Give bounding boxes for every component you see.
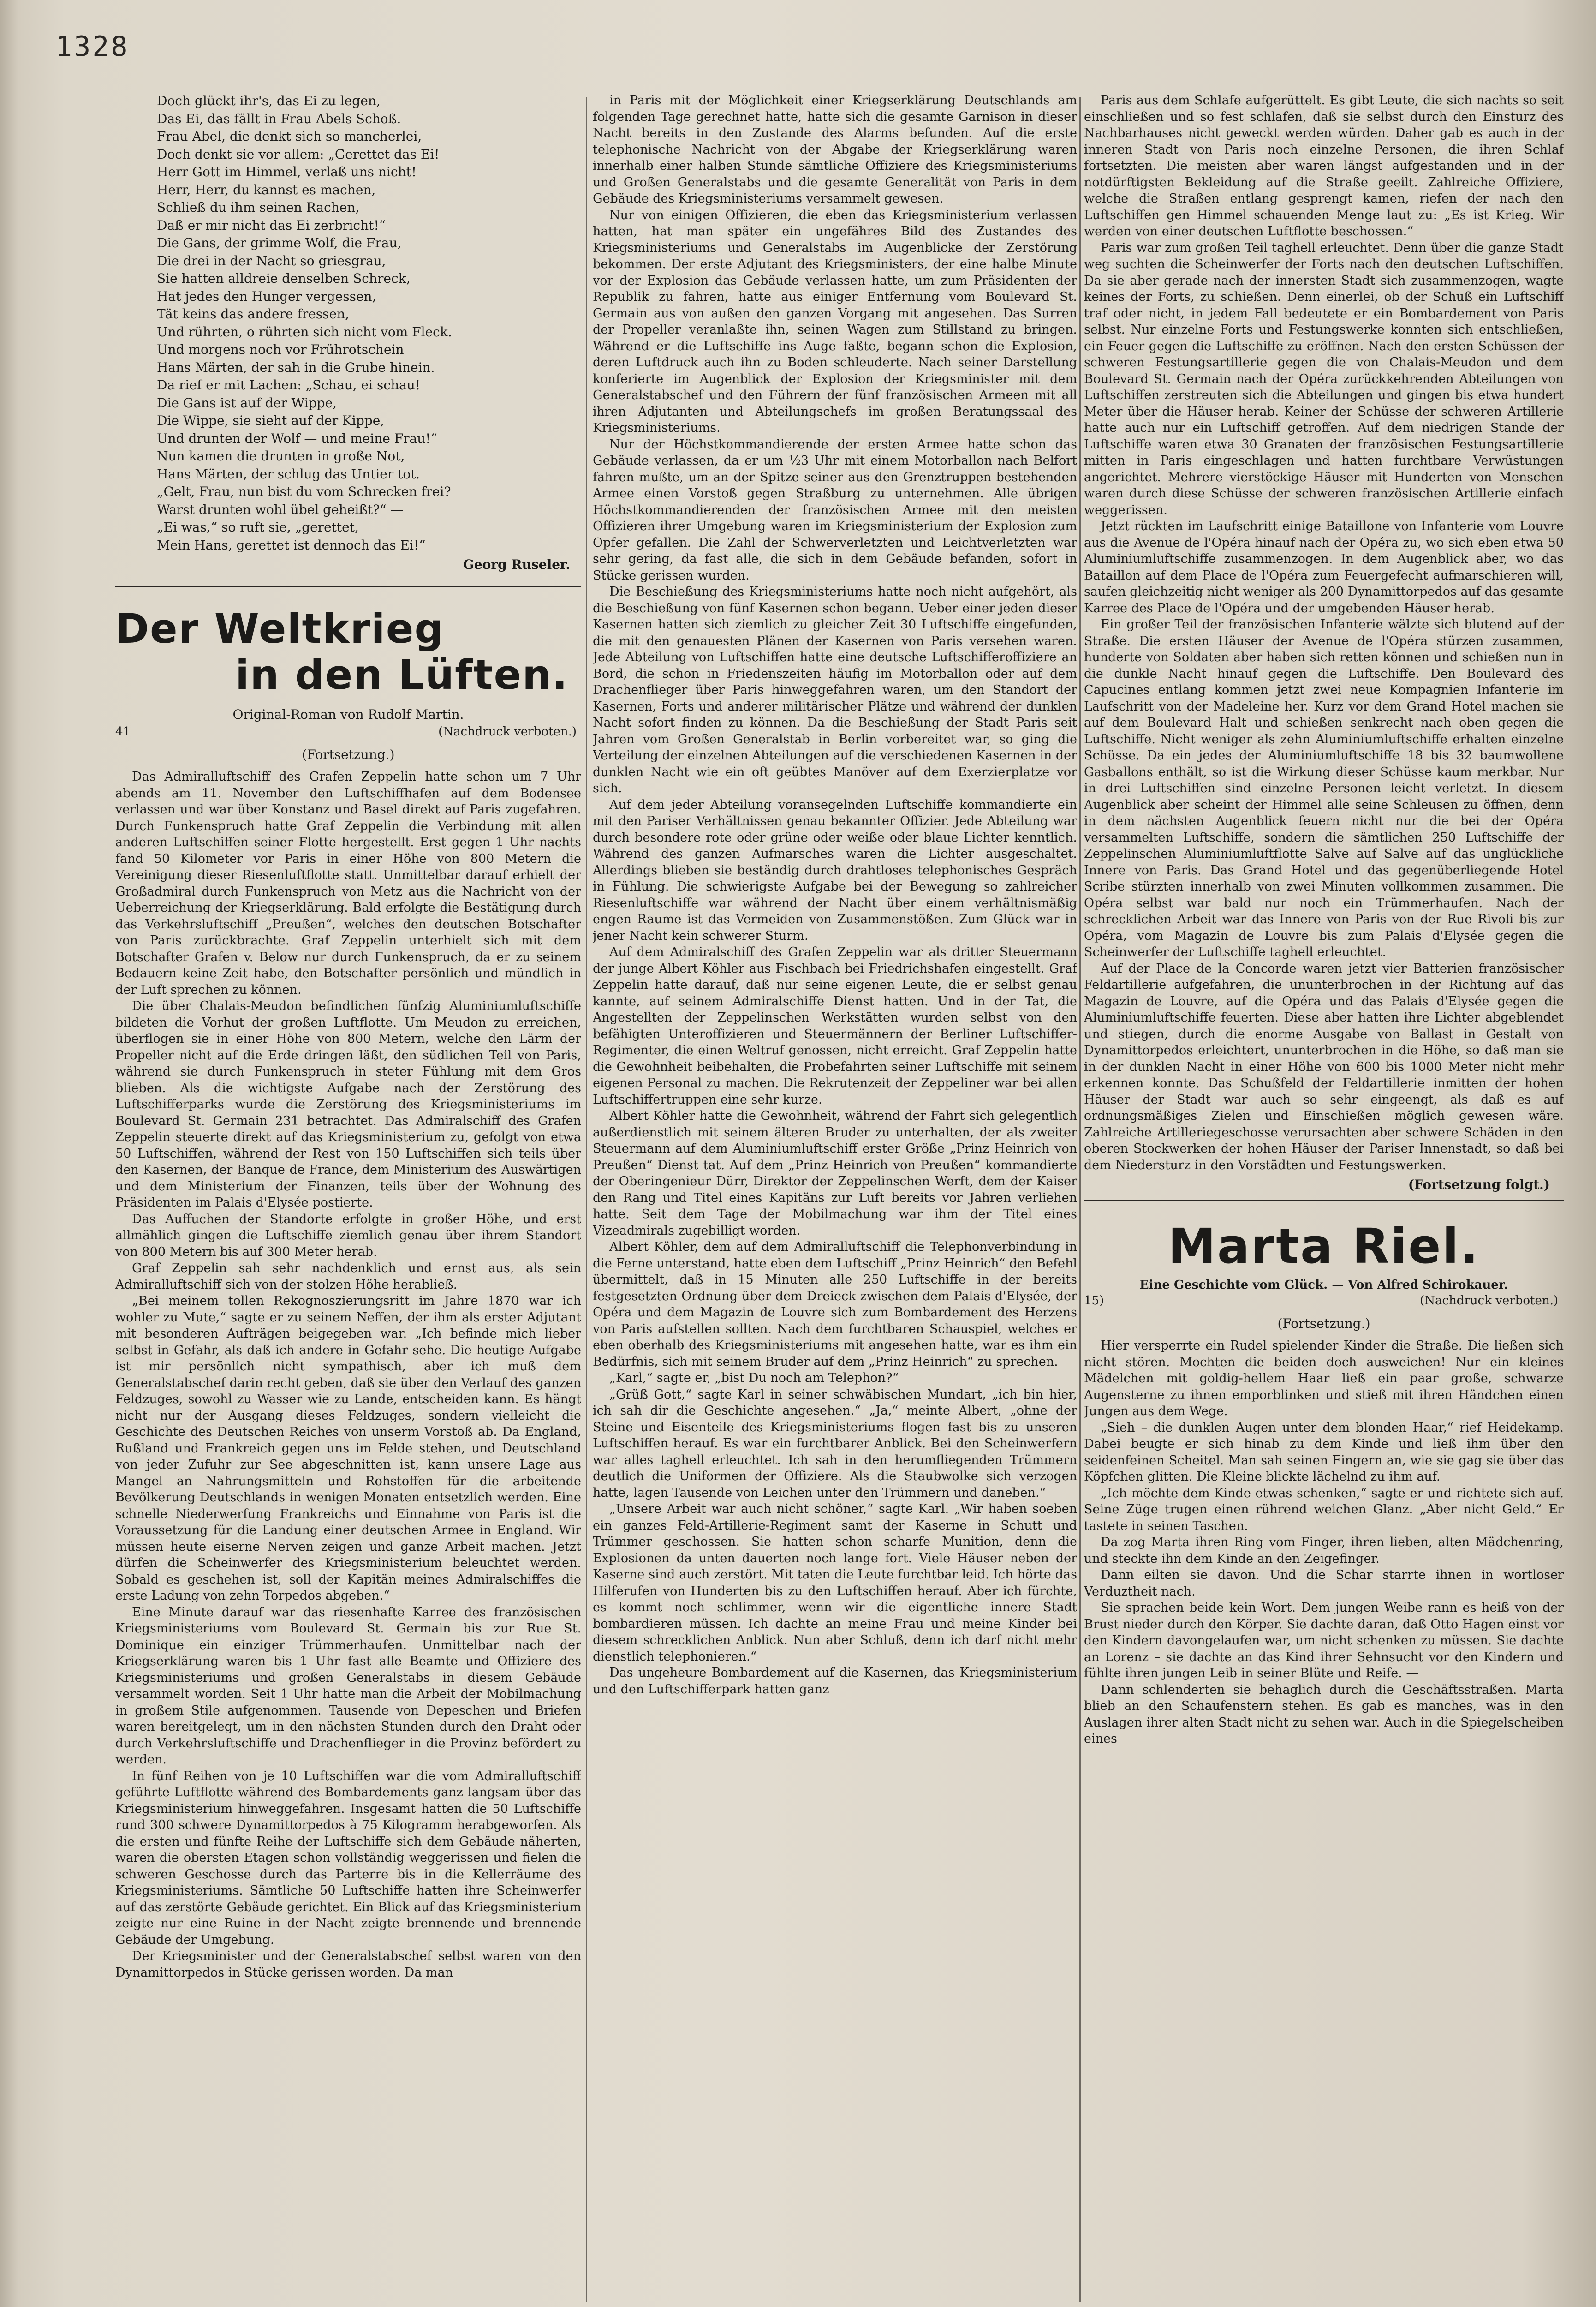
paragraph: Das Admiralluftschiff des Grafen Zeppelin hatte schon um 7 Uhr abends am 11. November den Luftschiffhafen auf dem Bodensee verlassen und war über Konstanz und Basel direkt auf Paris zugefahren. Durch Funkenspruch hatte Graf Zeppelin die Verbindung mit allen anderen Luftschiffen seiner Flotte hergestellt. Erst gegen 1 Uhr nachts fand 50 Kilometer vor Paris in einer Höhe von 800 Metern die Vereinigung dieser Riesenluftflotte statt. Unmittelbar darauf erhielt der Großadmiral durch Funkenspruch von Metz aus die Nachricht von der Ueberreichung der Kriegserklärung. Bald erfolgte die Bestätigung durch das Verkehrsluftschiff „Preußen“, welches den deutschen Botschafter von Paris zurückbrachte. Graf Zeppelin unterhielt sich mit dem Botschafter Grafen v. Below nur durch Funkenspruch, da er zu seinem Bedauern keine Zeit habe, den Botschafter persönlich und mündlich in der Luft sprechen zu können. <box>115 770 581 997</box>
paragraph: in Paris mit der Möglichkeit einer Kriegserklärung Deutschlands am folgenden Tage gerechnet hatte, hatte sich die gesamte Garnison in dieser Nacht bereits in den Zustande des Alarms befunden. Auf die erste telephonische Nachricht von der Abgabe der Kriegserklärung waren innerhalb einer halben Stunde sämtliche Offiziere des Kriegsministeriums und Großen Generalstabs und die gesamte Generalität von Paris in dem Gebäude des Kriegsministeriums versammelt gewesen. <box>593 93 1077 206</box>
paragraph: Jetzt rückten im Laufschritt einige Bataillone von Infanterie vom Louvre aus die Avenue de l'Opéra hinauf nach der Opéra zu, wo sich eben etwa 50 Aluminiumluftschiffe zusammenzogen. In dem Augenblick aber, wo das Bataillon auf dem Place de l'Opéra zum Feuergefecht aufmarschieren will, saufen gleichzeitig nicht weniger als 200 Dynamittorpedos auf das gesamte Karree des Place de l'Opéra und der umgebenden Häuser herab. <box>1084 519 1564 616</box>
paragraph: Die über Chalais-Meudon befindlichen fünfzig Aluminiumluftschiffe bildeten die Vorhut der großen Luftflotte. Um Meudon zu erreichen, überflogen sie in einer Höhe von 800 Metern, welche den Lärm der Propeller nicht auf die Erde dringen läßt, den südlichen Teil von Paris, während sie durch Funkenspruch in steter Fühlung mit dem Gros blieben. Als die wichtigste Aufgabe nach der Zerstörung des Luftschifferparks wurde die Zerstörung des Kriegsministeriums im Boulevard St. Germain 231 betrachtet. Das Admiralschiff des Grafen Zeppelin steuerte direkt auf das Kriegsministerium zu, gefolgt von etwa 50 Luftschiffen, während der Rest von 150 Luftschiffen sich teils über den Kasernen, der Banque de France, dem Ministerium des Auswärtigen und dem Ministerium der Finanzen, teils über der Wohnung des Präsidenten im Palais d'Elysée postierte. <box>115 999 581 1210</box>
paragraph: „Sieh – die dunklen Augen unter dem blonden Haar,“ rief Heidekamp. Dabei beugte er sich hinab zu dem Kinde und ließ ihm über den seidenfeinen Scheitel. Man sah seinen Fingern an, wie sie gag sie über das Köpfchen glitten. Die Kleine blickte lächelnd zu ihm auf. <box>1084 1420 1564 1484</box>
paragraph: „Bei meinem tollen Rekognoszierungsritt im Jahre 1870 war ich wohler zu Mute,“ sagte er zu seinem Neffen, der ihm als erster Adjutant mit besonderen Aufträgen beigegeben war. „Ich befinde mich lieber selbst in Gefahr, als daß ich andere in Gefahr sehe. Die heutige Aufgabe ist mir persönlich nicht sympathisch, aber ich muß dem Generalstabschef darin recht geben, daß sie über den Verlauf des ganzen Feldzuges, sowohl zu Wasser wie zu Lande, entscheiden kann. Es hängt nicht nur der Ausgang dieses Feldzuges, sondern vielleicht die Geschichte des Deutschen Reiches von unserm Vorstoß ab. Da England, Rußland und Frankreich gegen uns im Felde stehen, und Deutschland von jeder Zufuhr zur See abgeschnitten ist, kann unsere Lage aus Mangel an Nahrungsmitteln und Rohstoffen für die arbeitende Bevölkerung Deutschlands in wenigen Monaten entsetzlich werden. Eine schnelle Niederwerfung Frankreichs und Einnahme von Paris ist die Voraussetzung für die Landung einer deutschen Armee in England. Wir müssen heute eiserne Nerven zeigen und ganze Arbeit machen. Jetzt dürfen die Scheinwerfer des Kriegsministerium beleuchtet werden. Sobald es geschehen ist, soll der Kapitän meines Admiralschiffes die erste Ladung von zehn Torpedos abgeben.“ <box>115 1294 581 1603</box>
paragraph: Ein großer Teil der französischen Infanterie wälzte sich blutend auf der Straße. Die ersten Häuser der Avenue de l'Opéra stürzen zusammen, hunderte von Soldaten aber haben sich retten können und schießen nun in die dunkle Nacht hinauf gegen die Luftschiffe. Den Boulevard des Capucines entlang kommen jetzt zwei neue Kompagnien Infanterie im Laufschritt von der Madeleine her. Kurz vor dem Grand Hotel machen sie auf dem Boulevard Halt und schießen senkrecht nach oben gegen die Luftschiffe. Nicht weniger als zehn Aluminiumluftschiffe erhalten einzelne Schüsse. Da ein jedes der Aluminiumluftschiffe 18 bis 32 baumwollene Gasballons enthält, so ist die Wirkung dieser Schüsse kaum merkbar. Nur in drei Luftschiffen sind einzelne Personen leicht verletzt. In diesem Augenblick aber scheint der Himmel alle seine Schleusen zu öffnen, denn in dem nächsten Augenblick feuern nicht nur die bei der Opéra versammelten Luftschiffe, sondern die sämtlichen 250 Luftschiffe der Zeppelinschen Aluminiumluftflotte Salve auf Salve auf das unglückliche Innere von Paris. Das Grand Hotel und das gegenüberliegende Hotel Scribe stürzten innerhalb von zwei Minuten vollkommen zusammen. Die Opéra selbst war bald nur noch ein Trümmerhaufen. Nach der schrecklichen Arbeit war das Innere von Paris von der Rue Rivoli bis zur Opéra, vom Magazin de Louvre bis zum Palais d'Elysée gegen die Scheinwerfer der Luftschiffe taghell erleuchtet. <box>1084 617 1564 959</box>
paragraph: Graf Zeppelin sah sehr nachdenklich und ernst aus, als sein Admiralluftschiff sich von der stolzen Höhe herabließ. <box>115 1261 581 1292</box>
paragraph: Paris aus dem Schlafe aufgerüttelt. Es gibt Leute, die sich nachts so seit einschließen und so fest schlafen, daß sie selbst durch den Einsturz des Nachbarhauses nicht geweckt werden würden. Daher gab es auch in der inneren Stadt von Paris noch einzelne Personen, die ihren Schlaf fortsetzten. Die meisten aber waren längst aufgestanden und in der notdürftigsten Bekleidung auf die Straße geeilt. Zahlreiche Offiziere, welche die Straßen entlang gesprengt kamen, riefen der nach den Luftschiffen gen Himmel schauenden Menge laut zu: „Es ist Krieg. Wir werden von einer deutschen Luftflotte beschossen.“ <box>1084 93 1564 239</box>
novel-continuation: (Fortsetzung.) <box>302 747 395 762</box>
paragraph: Hier versperrte ein Rudel spielender Kinder die Straße. Die ließen sich nicht stören. Mochten die beiden doch ausweichen! Nur ein kleines Mädelchen mit goldig-hellem Haar ließ ein paar große, schwarze Augensterne zu ihnen emporblinken und stieß mit ihren Händchen einen Jungen aus dem Wege. <box>1084 1339 1564 1418</box>
poem-author: Georg Ruseler. <box>463 557 570 572</box>
story-title: Marta Riel. <box>1168 1218 1480 1274</box>
novel-text-column-2 <box>593 92 1077 1697</box>
novel-installment: 41 <box>115 725 131 739</box>
paragraph: „Ich möchte dem Kinde etwas schenken,“ sagte er und richtete sich auf. Seine Züge trugen einen rührend weichen Glanz. „Aber nicht Geld.“ Er tastete in seinen Taschen. <box>1084 1486 1564 1533</box>
novel-title-line-1: Der Weltkrieg <box>115 605 445 652</box>
paragraph: Auf der Place de la Concorde waren jetzt vier Batterien französischer Feldartillerie aufgefahren, die ununterbrochen in der Richtung auf das Magazin de Louvre, auf die Opéra und das Palais d'Elysée gegen die Aluminiumluftschiffe feuerten. Diese aber hatten ihre Lichter abgeblendet und stiegen, durch die enorme Ausgabe von Ballast in Gestalt von Dynamittorpedos erleichtert, ununterbrochen in die Höhe, so daß man sie in der dunklen Nacht in einer Höhe von 600 bis 1000 Meter nicht mehr erkennen konnte. Das Schußfeld der Feldartillerie inmitten der hohen Häuser der Stadt war auch so sehr eingeengt, als daß es auf ordnungsmäßiges Zielen und Einschießen möglich gewesen wäre. Zahlreiche Artilleriegeschosse verursachten aber schwere Schäden in den oberen Stockwerken der hohen Häuser der Pariser Innenstadt, so daß bei dem Niedersturz in den Vorstädten und Festungswerken. <box>1084 961 1564 1172</box>
paragraph: Nur der Höchstkommandierende der ersten Armee hatte schon das Gebäude verlassen, da er um ½3 Uhr mit einem Motorballon nach Belfort fahren mußte, um an der Spitze seiner aus den Grenztruppen bestehenden Armee einen Vorstoß gegen Straßburg zu unternehmen. Alle übrigen Höchstkommandierenden der französischen Armee mit den meisten Offizieren ihrer Umgebung waren im Kriegsministerium der Explosion zum Opfer gefallen. Die Zahl der Schwerverletzten und Leichtverletzten war sehr gering, da fast alle, die sich in dem Gebäude befanden, sofort in Stücke gerissen wurden. <box>593 437 1077 583</box>
section-divider <box>1084 1200 1564 1201</box>
column-2 <box>593 92 1077 2307</box>
novel-to-be-continued: (Fortsetzung folgt.) <box>1408 1177 1550 1192</box>
paragraph: „Grüß Gott,“ sagte Karl in seiner schwäbischen Mundart, „ich bin hier, ich sah dir die Geschichte angesehen.“ „Ja,“ meinte Albert, „ohne der Steine und Eisenteile des Kriegsministeriums flogen fast bis zu unseren Luftschiffen herauf. Es war ein furchtbarer Anblick. Bei den Scheinwerfern war alles taghell erleuchtet. Ich sah in den herumfliegenden Trümmern deutlich die Uniformen der Offiziere. Als die Staubwolke sich verzogen hatte, lagen Tausende von Leichen unter den Trümmern und daneben.“ <box>593 1387 1077 1500</box>
paragraph: Sie sprachen beide kein Wort. Dem jungen Weibe rann es heiß von der Brust nieder durch den Körper. Sie dachte daran, daß Otto Hagen einst vor den Kindern davongelaufen war, um nicht schenken zu müssen. Sie dachte an Lorenz – sie dachte an das Kind ihrer Sehnsucht vor den Kindern und fühlte ihren jungen Leib in seiner Blüte und Reife. — <box>1084 1601 1564 1680</box>
story-continuation: (Fortsetzung.) <box>1277 1316 1370 1331</box>
paragraph: Auf dem Admiralschiff des Grafen Zeppelin war als dritter Steuermann der junge Albert Köhler aus Fischbach bei Friedrichshafen eingestellt. Graf Zeppelin hatte darauf, daß nur seine eigenen Leute, die er selbst genau kannte, auf seinem Admiralschiffe Dienst hatten. Und in der Tat, die Angestellten der Zeppelinschen Werkstätten wurden selbst von den befähigten Unteroffizieren und Steuermännern der Berliner Luftschiffer-Regimenter, die einen Weltruf genossen, nicht erreicht. Graf Zeppelin hatte die Gewohnheit beibehalten, die Probefahrten seiner Luftschiffe mit seinem eigenen Personal zu machen. Die Rekrutenzeit der Zeppeliner war bei allen Luftschiffertruppen eine sehr kurze. <box>593 945 1077 1107</box>
novel-text-column-1 <box>115 769 581 1981</box>
paragraph: Paris war zum großen Teil taghell erleuchtet. Denn über die ganze Stadt weg suchten die Scheinwerfer der Forts nach den deutschen Luftschiffen. Da sie aber gerade nach der innersten Stadt sich zusammenzogen, wagte keines der Forts, zu schießen. Denn einerlei, ob der Schuß ein Luftschiff traf oder nicht, in jedem Fall bedeutete er ein Bombardement von Paris selbst. Nur einzelne Forts und Festungswerke konnten sich entschließen, ein Feuer gegen die Luftschiffe zu eröffnen. Nach den ersten Schüssen der schweren Festungsartillerie gegen die von Chalais-Meudon und dem Boulevard St. Germain nach der Opéra zurückkehrenden Abteilungen von Luftschiffen zerstreuten sich die Abteilungen und gingen bis etwa hundert Meter über die Häuser herab. Keiner der Schüsse der schweren Artillerie hatte auch nur ein Luftschiff getroffen. Auf dem niedrigen Stande der Luftschiffe waren etwa 30 Granaten der französischen Festungsartillerie mitten in Paris eingeschlagen und hatten furchtbare Verwüstungen angerichtet. Mehrere vierstöckige Häuser mit Hunderten von Menschen waren durch diese Schüsse der schweren französischen Artillerie einfach weggerissen. <box>1084 240 1564 517</box>
novel-copyright: (Nachdruck verboten.) <box>438 725 577 739</box>
paragraph: Dann schlenderten sie behaglich durch die Geschäftsstraßen. Marta blieb an den Schaufenstern stehen. Es gab es manches, was in den Auslagen ihrer alten Stadt nicht zu sehen war. Auch in die Spiegelscheiben eines <box>1084 1682 1564 1746</box>
novel-title <box>115 606 581 698</box>
paragraph: Albert Köhler, dem auf dem Admiralluftschiff die Telephonverbindung in die Ferne unterstand, hatte eben dem Luftschiff „Prinz Heinrich“ den Befehl übermittelt, daß in 15 Minuten alle 250 Luftschiffe in der bereits festgesetzten Ordnung über dem Dreieck zwischen dem Palais d'Elysée, der Opéra und dem Magazin de Louvre sich zum Bombardement des Herzens von Paris aufstellen sollten. Nach dem furchtbaren Schauspiel, welches er eben oberhalb des Kriegsministeriums mit angesehen hatte, war es ihm ein Bedürfnis, sich mit seinem Bruder auf dem „Prinz Heinrich“ zu sprechen. <box>593 1240 1077 1369</box>
column-1 <box>115 92 581 2307</box>
column-3 <box>1084 92 1564 2307</box>
paragraph: Das Auffuchen der Standorte erfolgte in großer Höhe, und erst allmählich gingen die Luftschiffe ziemlich genau über ihrem Standort von 800 Metern bis auf 300 Meter herab. <box>115 1212 581 1259</box>
section-divider <box>115 586 581 587</box>
column-rule <box>1079 97 1081 2302</box>
paragraph: In fünf Reihen von je 10 Luftschiffen war die vom Admiralluftschiff geführte Luftflotte während des Bombardements ganz langsam über das Kriegsministerium hinweggefahren. Insgesamt hatten die 50 Luftschiffe rund 300 schwere Dynamittorpedos à 75 Kilogramm herabgeworfen. Als die ersten und fünfte Reihe der Luftschiffe sich dem Gebäude näherten, waren die obersten Etagen schon vollständig weggerissen und fielen die schweren Geschosse durch das Parterre bis in die Kellerräume des Kriegsministeriums. Sämtliche 50 Luftschiffe hatten ihre Scheinwerfer auf das zerstörte Gebäude gerichtet. Ein Blick auf das Kriegsministerium zeigte nur eine Ruine in der Nacht zeigte brennende und brennende Gebäude der Umgebung. <box>115 1769 581 1947</box>
paragraph: Der Kriegsminister und der Generalstabschef selbst waren von den Dynamittorpedos in Stücke gerissen worden. Da man <box>115 1949 581 1980</box>
page-number: 1328 <box>55 30 130 63</box>
paragraph: Eine Minute darauf war das riesenhafte Karree des französischen Kriegsministeriums vom Boulevard St. Germain bis zur Rue St. Dominique ein einziger Trümmerhaufen. Unmittelbar nach der Kriegserklärung waren bis 1 Uhr fast alle Beamte und Offiziere des Kriegsministeriums und großen Generalstabs in diesem Gebäude versammelt worden. Seit 1 Uhr hatte man die Arbeit der Mobilmachung in großem Stile aufgenommen. Tausende von Depeschen und Briefen waren bereitgelegt, um in den nächsten Stunden durch den Draht oder durch Verkehrsluftschiffe und Drachenflieger in die Provinz befördert zu werden. <box>115 1605 581 1767</box>
story-installment: 15) <box>1084 1294 1104 1308</box>
paragraph: „Karl,“ sagte er, „bist Du noch am Telephon?“ <box>609 1371 899 1385</box>
novel-meta-row <box>115 725 577 739</box>
story-meta-row <box>1084 1294 1558 1308</box>
story-copyright: (Nachdruck verboten.) <box>1420 1294 1558 1308</box>
paragraph: Da zog Marta ihren Ring vom Finger, ihren lieben, alten Mädchenring, und steckte ihn dem Kinde an den Zeigefinger. <box>1084 1535 1564 1566</box>
paragraph: Die Beschießung des Kriegsministeriums hatte noch nicht aufgehört, als die Beschießung von fünf Kasernen schon begann. Ueber einer jeden dieser Kasernen hatten sich ziemlich zu gleicher Zeit 30 Luftschiffe eingefunden, die mit den genauesten Plänen der Kasernen von Paris versehen waren. Jede Abteilung von Luftschiffen hatte eine deutsche Luftschifferoffiziere an Bord, die schon in Friedenszeiten häufig im Motorballon oder auf dem Drachenflieger über Paris hinweggefahren waren, um den Standort der Kasernen, Forts und anderer militärischer Plätze und während der dunklen Nacht sofort finden zu können. Da die Beschießung der Stadt Paris seit Jahren vom Großen Generalstab in Berlin vorbereitet war, so ging die Verteilung der einzelnen Abteilungen auf die verschiedenen Kasernen in der dunklen Nacht wie ein oft geübtes Manöver auf dem Exerzierplatze vor sich. <box>593 585 1077 795</box>
column-rule <box>586 97 587 2302</box>
paragraph: Das ungeheure Bombardement auf die Kasernen, das Kriegsministerium und den Luftschifferpark hatten ganz <box>593 1666 1077 1697</box>
story-subtitle: Eine Geschichte vom Glück. — Von Alfred Schirokauer. <box>1139 1278 1508 1292</box>
paragraph: Albert Köhler hatte die Gewohnheit, während der Fahrt sich gelegentlich außerdienstlich mit seinem älteren Bruder zu unterhalten, der als zweiter Steuermann auf dem Aluminiumluftschiff erster Größe „Prinz Heinrich von Preußen“ Dienst tat. Auf dem „Prinz Heinrich von Preußen“ kommandierte der Oberingenieur Dürr, Direktor der Zeppelinschen Werft, dem der Kaiser den Rang und Titel eines Kapitäns zur Luft bereits vor Jahren verliehen hatte. Seit dem Tage der Mobilmachung war ihm der Titel eines Vizeadmirals zugebilligt worden. <box>593 1109 1077 1238</box>
novel-byline: Original-Roman von Rudolf Martin. <box>232 707 464 722</box>
paragraph: „Unsere Arbeit war auch nicht schöner,“ sagte Karl. „Wir haben soeben ein ganzes Feld-Artillerie-Regiment samt der Kaserne in Schutt und Trümmer geschossen. Sie hatten schon scharfe Munition, denn die Explosionen da unten dauerten noch lange fort. Viele Häuser neben der Kaserne sind auch zerstört. Mit taten die Leute furchtbar leid. Ich hörte das Hilferufen von Hunderten bis zu den Luftschiffen herauf. Aber ich fürchte, es kommt noch schlimmer, wenn wir die eigentliche innere Stadt bombardieren müssen. Ich dachte an meine Frau und meine Kinder bei diesem schrecklichen Anblick. Nun aber Schluß, denn ich darf nicht mehr dienstlich telephonieren.“ <box>593 1502 1077 1664</box>
novel-text-column-3 <box>1084 92 1564 1173</box>
novel-title-line-2: in den Lüften. <box>235 651 569 699</box>
paragraph: Auf dem jeder Abteilung voransegelnden Luftschiffe kommandierte ein mit den Pariser Verhältnissen genau bekannter Offizier. Jede Abteilung war durch besondere rote oder grüne oder weiße oder blaue Lichter kenntlich. Während des ganzen Aufmarsches waren die Lichter ausgeschaltet. Allerdings blieben sie beständig durch drahtloses telephonisches Gespräch in Fühlung. Die schwierigste Aufgabe bei der Bewegung so zahlreicher Riesenluftschiffe war während der Nacht über einem verhältnismäßig engen Raume ist das Vermeiden von Zusammenstößen. Zum Glück war in jener Nacht kein schwerer Sturm. <box>593 797 1077 943</box>
paragraph: Nur von einigen Offizieren, die eben das Kriegsministerium verlassen hatten, hat man später ein ungefähres Bild des Zustandes des Kriegsministeriums und Generalstabs im Augenblicke der Zerstörung bekommen. Der erste Adjutant des Kriegsministers, der eine halbe Minute vor der Explosion das Gebäude verlassen hatte, um zum Präsidenten der Republik zu fahren, hatte aus einiger Entfernung vom Boulevard St. Germain aus von außen den ganzen Vorgang mit angesehen. Das Surren der Propeller veranlaßte ihn, seinen Wagen zum Stillstand zu bringen. Während er die Luftschiffe ins Auge faßte, begann schon die Explosion, deren Luftdruck auch ihn zu Boden schleuderte. Nach seiner Darstellung konferierte im Augenblick der Explosion der Kriegsminister mit dem Generalstabschef und den Führern der fünf französischen Armeen mit all ihren Adjutanten und Abteilungschefs im großen Beratungssaal des Kriegsministeriums. <box>593 208 1077 435</box>
paragraph: Dann eilten sie davon. Und die Schar starrte ihnen in wortloser Verduztheit nach. <box>1084 1568 1564 1599</box>
poem-text: Doch glückt ihr's, das Ei zu legen, Das Ei, das fällt in Frau Abels Schoß. Frau Abel, die denkt sich so mancherlei, Doch denkt sie vor allem: „Gerettet das Ei! Herr Gott im Himmel, verlaß uns nicht! Herr, Herr, du kannst es machen, Schließ du ihm seinen Rachen, Daß er mir nicht das Ei zerbricht!“ Die Gans, der grimme Wolf, die Frau, Die drei in der Nacht so griesgrau, Sie hatten alldreie denselben Schreck, Hat jedes den Hunger vergessen, Tät keins das andere fressen, Und rührten, o rührten sich nicht vom Fleck. Und morgens noch vor Frührotschein Hans Märten, der sah in die Grube hinein. Da rief er mit Lachen: „Schau, ei schau! Die Gans ist auf der Wippe, Die Wippe, sie sieht auf der Kippe, Und drunten der Wolf — und meine Frau!“ Nun kamen die drunten in große Not, Hans Märten, der schlug das Untier tot. „Gelt, Frau, nun bist du vom Schrecken frei? Warst drunten wohl übel geheißt?“ — „Ei was,“ so ruft sie, „gerettet, Mein Hans, gerettet ist dennoch das Ei!“ <box>157 93 452 553</box>
story-text <box>1084 1338 1564 1747</box>
